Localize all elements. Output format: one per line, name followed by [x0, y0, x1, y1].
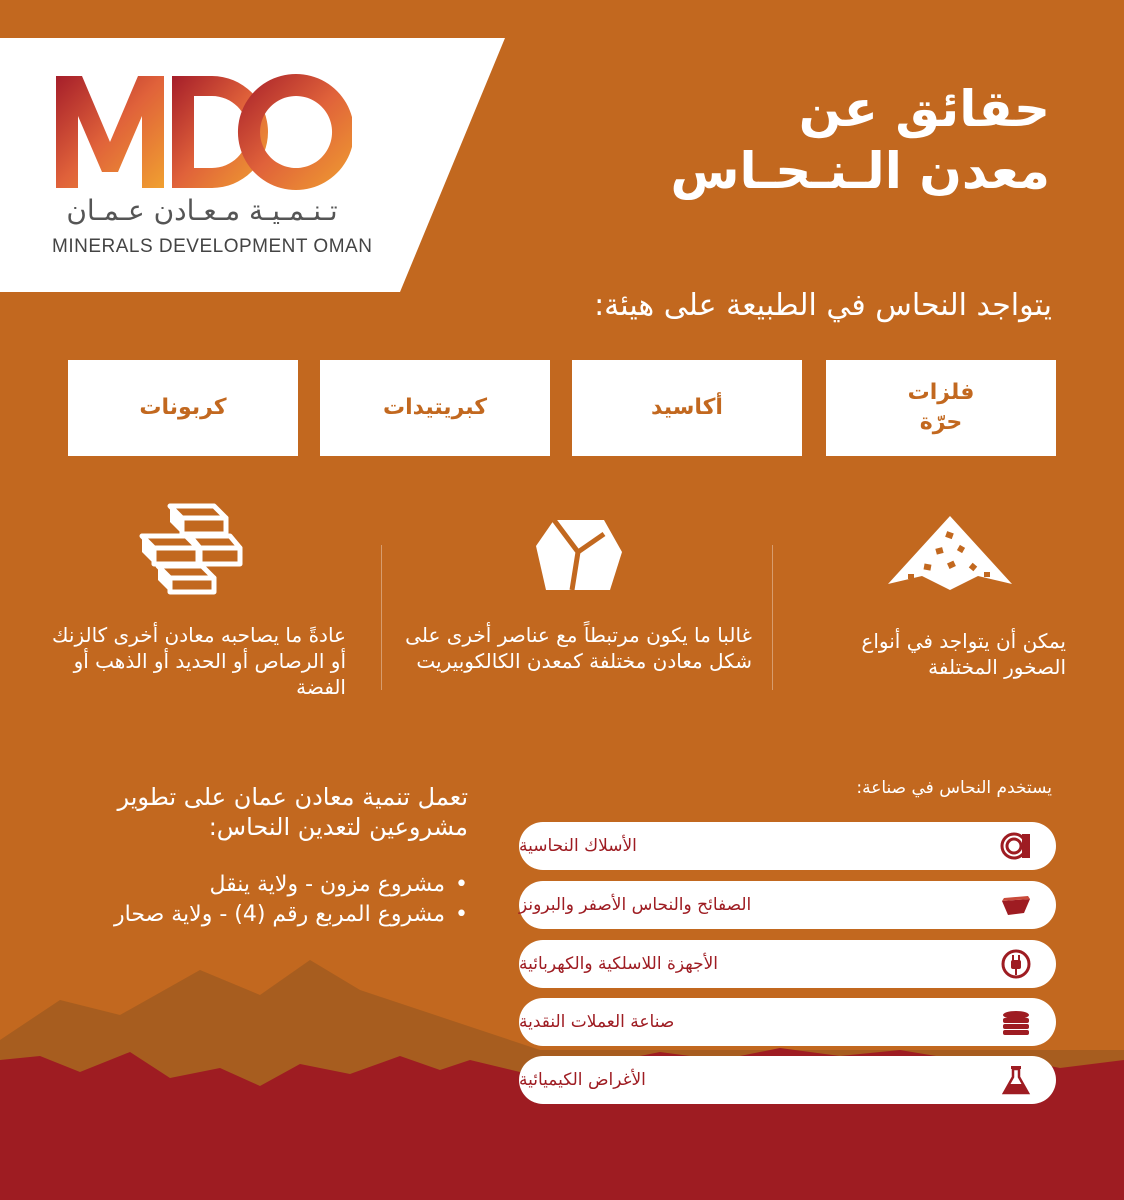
power-plug-icon: [1000, 948, 1032, 980]
logo-panel: [0, 0, 510, 292]
title-line-1: حقائق عن: [798, 80, 1050, 138]
use-label: الصفائح والنحاس الأصفر والبرونز: [519, 895, 752, 915]
logo-english-name: MINERALS DEVELOPMENT OMAN: [52, 236, 373, 257]
list-item: • مشروع المربع رقم (4) - ولاية صحار: [8, 900, 468, 930]
form-label: كبريتيدات: [382, 395, 488, 420]
sheet-metal-icon: [1000, 889, 1032, 921]
form-label: فلزات حرّة: [907, 380, 975, 435]
metal-bars-icon: [134, 500, 244, 596]
use-item-devices: [519, 940, 1056, 988]
projects-list: [8, 870, 468, 930]
flask-icon: [1000, 1064, 1032, 1096]
form-box-free-metals: [826, 360, 1056, 456]
use-item-sheets: [519, 881, 1056, 929]
list-item: • مشروع مزون - ولاية ينقل: [8, 870, 468, 900]
use-label: الأغراض الكيميائية: [519, 1070, 646, 1090]
use-label: الأسلاك النحاسية: [519, 836, 637, 856]
coin-stack-icon: [1000, 1006, 1032, 1038]
page-title: [590, 78, 1050, 202]
mdo-logo-icon: [52, 72, 352, 192]
form-label: أكاسيد: [651, 395, 723, 420]
title-line-2: معدن الـنـحـاس: [670, 142, 1050, 200]
wire-spool-icon: [1000, 830, 1032, 862]
use-item-coins: [519, 998, 1056, 1046]
forms-heading: يتواجد النحاس في الطبيعة على هيئة:: [594, 288, 1052, 323]
oman-work-text: تعمل تنمية معادن عمان على تطوير مشروعين لتعدين النحاس:: [117, 783, 468, 841]
form-label: كربونات: [139, 395, 227, 420]
use-item-wires: [519, 822, 1056, 870]
use-label: صناعة العملات النقدية: [519, 1012, 675, 1032]
fact-divider: [772, 545, 773, 690]
logo-arabic-name: تـنـمـيـة مـعـادن عـمـان: [66, 194, 338, 227]
rock-pile-icon: [884, 512, 1016, 592]
form-box-sulfides: [320, 360, 550, 456]
uses-heading: يستخدم النحاس في صناعة:: [856, 778, 1052, 798]
form-box-oxides: [572, 360, 802, 456]
use-label: الأجهزة اللاسلكية والكهربائية: [519, 954, 719, 974]
fact-text-associated: عادةً ما يصاحبه معادن أخرى كالزنك أو الرصاص أو الحديد أو الذهب أو الفضة: [52, 623, 346, 699]
split-rock-icon: [534, 516, 624, 592]
fact-text-rocks: يمكن أن يتواجد في أنواع الصخور المختلفة: [861, 629, 1066, 679]
use-item-chemicals: [519, 1056, 1056, 1104]
form-box-carbonates: [68, 360, 298, 456]
fact-text-minerals: غالبا ما يكون مرتبطاً مع عناصر أخرى على شكل معادن مختلفة كمعدن الكالكوبيريت: [405, 623, 752, 673]
